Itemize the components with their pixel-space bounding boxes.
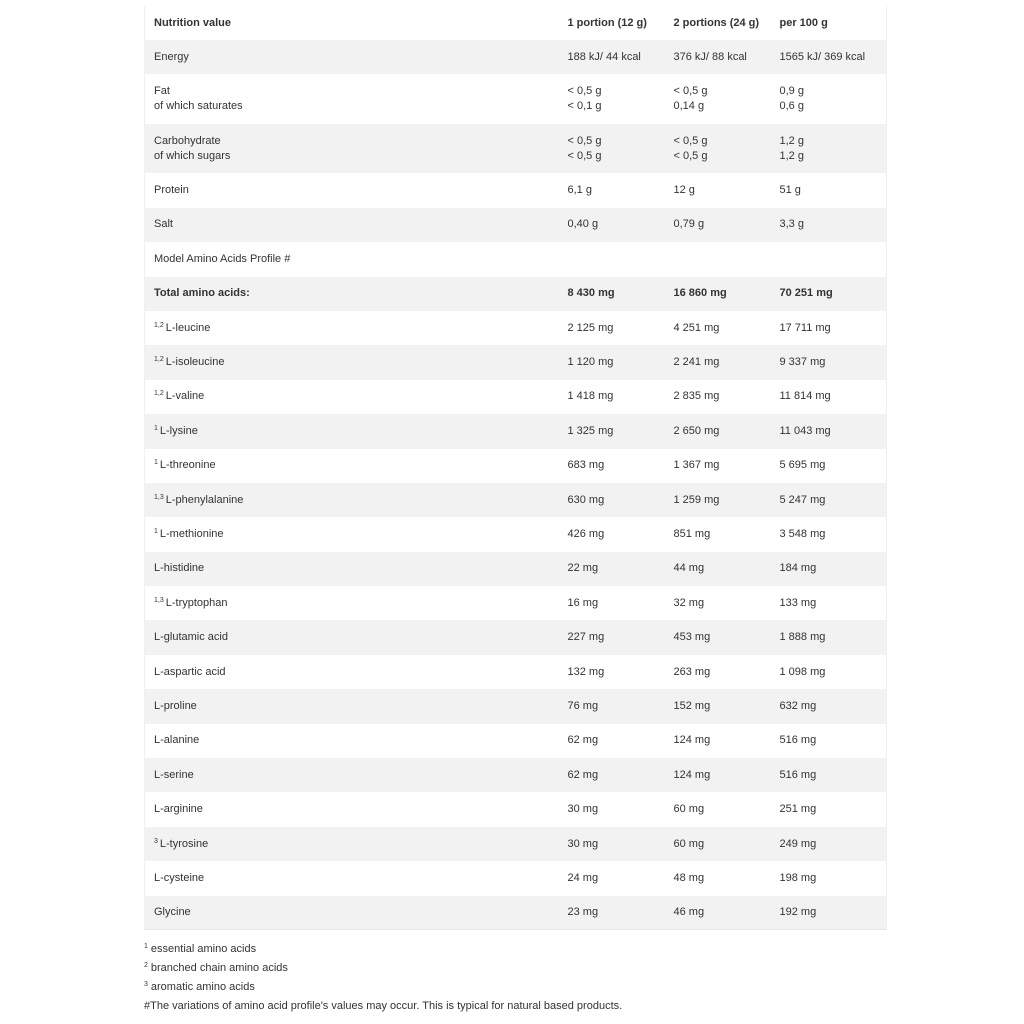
- two-portions-value: 124 mg: [673, 768, 711, 781]
- one-portion-value: 76 mg: [567, 699, 599, 712]
- two-portions-value: < 0,5 g: [673, 134, 708, 147]
- one-portion-value-secondary: < 0,5 g: [567, 149, 602, 162]
- nutrient-name: L-cysteine: [154, 871, 205, 884]
- header-one-portion: 1 portion (12 g): [567, 16, 647, 29]
- per-100g-value-cell: [771, 242, 887, 276]
- footnotes: [144, 940, 886, 1016]
- nutrient-name-cell: [145, 483, 559, 517]
- per-100g-value-cell: [771, 689, 887, 723]
- one-portion-value-cell: [559, 124, 665, 174]
- footnote-line: [144, 940, 886, 959]
- table-header-row: [145, 6, 887, 40]
- header-per-100g: per 100 g: [779, 16, 828, 29]
- table-row: [145, 208, 887, 242]
- table-row: [145, 40, 887, 74]
- two-portions-value: 46 mg: [673, 906, 705, 919]
- nutrient-name: L-alanine: [154, 734, 200, 747]
- nutrient-name-cell: [145, 449, 559, 483]
- table-row: [145, 689, 887, 723]
- per-100g-value: 17 711 mg: [779, 321, 831, 334]
- nutrient-name-cell: [145, 517, 559, 551]
- one-portion-value: 683 mg: [567, 459, 605, 472]
- footnote-marker: 1,2: [154, 356, 164, 364]
- per-100g-value-cell: [771, 758, 887, 792]
- nutrient-name: Fat: [154, 85, 170, 98]
- per-100g-value-cell: [771, 277, 887, 311]
- per-100g-value: 249 mg: [779, 837, 817, 850]
- two-portions-value-cell: [665, 449, 771, 483]
- two-portions-value-cell: [665, 689, 771, 723]
- one-portion-value-cell: [559, 620, 665, 654]
- one-portion-value: 630 mg: [567, 493, 605, 506]
- nutrient-name: Total amino acids:: [154, 287, 250, 300]
- one-portion-value-cell: [559, 724, 665, 758]
- one-portion-value-cell: [559, 74, 665, 124]
- nutrient-name: L-lysine: [159, 424, 198, 437]
- two-portions-value-cell: [665, 896, 771, 930]
- per-100g-value-cell: [771, 896, 887, 930]
- footnote-line: [144, 978, 886, 997]
- one-portion-value-cell: [559, 173, 665, 207]
- two-portions-value: 2 650 mg: [673, 424, 720, 437]
- two-portions-value: 0,79 g: [673, 218, 705, 231]
- two-portions-value: 376 kJ/ 88 kcal: [673, 50, 747, 63]
- one-portion-value: 30 mg: [567, 803, 599, 816]
- table-row: [145, 449, 887, 483]
- per-100g-value: 70 251 mg: [779, 287, 833, 300]
- two-portions-value-cell: [665, 208, 771, 242]
- per-100g-value-cell: [771, 861, 887, 895]
- footnote-line: [144, 959, 886, 978]
- nutrient-name-cell: [145, 40, 559, 74]
- per-100g-value-cell: [771, 517, 887, 551]
- two-portions-value-cell: [665, 311, 771, 345]
- table-row: [145, 586, 887, 620]
- one-portion-value: 16 mg: [567, 596, 599, 609]
- nutrient-name: Salt: [154, 218, 173, 231]
- per-100g-value: 0,9 g: [779, 85, 804, 98]
- two-portions-value-cell: [665, 40, 771, 74]
- per-100g-value-cell: [771, 124, 887, 174]
- one-portion-value-cell: [559, 586, 665, 620]
- nutrient-name-cell: [145, 380, 559, 414]
- header-nutrition-value: Nutrition value: [154, 16, 232, 29]
- per-100g-value-cell: [771, 208, 887, 242]
- nutrition-table-wrapper: [144, 6, 886, 930]
- nutrient-name: L-tyrosine: [159, 837, 209, 850]
- footnote-marker: 1,3: [154, 596, 164, 604]
- one-portion-value-cell: [559, 655, 665, 689]
- nutrient-name-cell: [145, 208, 559, 242]
- one-portion-value: 188 kJ/ 44 kcal: [567, 50, 641, 63]
- nutrient-name-cell: [145, 345, 559, 379]
- nutrient-name-cell: [145, 758, 559, 792]
- one-portion-value-cell: [559, 242, 665, 276]
- one-portion-value-cell: [559, 517, 665, 551]
- per-100g-value-cell: [771, 586, 887, 620]
- per-100g-value-cell: [771, 345, 887, 379]
- one-portion-value: 24 mg: [567, 871, 599, 884]
- two-portions-value: 152 mg: [673, 699, 711, 712]
- nutrient-name-cell: [145, 724, 559, 758]
- two-portions-value: 32 mg: [673, 596, 705, 609]
- two-portions-value-cell: [665, 827, 771, 861]
- per-100g-value: 133 mg: [779, 596, 817, 609]
- two-portions-value-cell: [665, 483, 771, 517]
- table-row: [145, 655, 887, 689]
- footnote-marker: 1,2: [154, 321, 164, 329]
- per-100g-value: 198 mg: [779, 871, 817, 884]
- one-portion-value: 8 430 mg: [567, 287, 615, 300]
- nutrient-name: L-arginine: [154, 803, 203, 816]
- nutrient-name-cell: [145, 552, 559, 586]
- header-two-portions: 2 portions (24 g): [673, 16, 760, 29]
- footnote-text: essential amino acids: [150, 943, 257, 955]
- one-portion-value: 132 mg: [567, 665, 605, 678]
- nutrient-name: L-leucine: [165, 321, 211, 334]
- nutrient-name: Model Amino Acids Profile #: [154, 252, 291, 265]
- one-portion-value: 0,40 g: [567, 218, 599, 231]
- table-row: [145, 74, 887, 124]
- two-portions-value: 2 835 mg: [673, 390, 720, 403]
- per-100g-value-cell: [771, 311, 887, 345]
- nutrient-name-cell: [145, 242, 559, 276]
- per-100g-value-cell: [771, 827, 887, 861]
- footnote-marker: 1,2: [154, 390, 164, 398]
- nutrient-name-cell: [145, 586, 559, 620]
- per-100g-value-cell: [771, 724, 887, 758]
- per-100g-value: 11 814 mg: [779, 390, 831, 403]
- per-100g-value: 1 098 mg: [779, 665, 826, 678]
- per-100g-value-cell: [771, 655, 887, 689]
- per-100g-value-cell: [771, 552, 887, 586]
- per-100g-value: 184 mg: [779, 562, 817, 575]
- one-portion-value: 1 418 mg: [567, 390, 614, 403]
- nutrient-name: L-histidine: [154, 562, 205, 575]
- per-100g-value: 3 548 mg: [779, 527, 826, 540]
- per-100g-value: 5 247 mg: [779, 493, 826, 506]
- two-portions-value-cell: [665, 242, 771, 276]
- per-100g-value: 516 mg: [779, 768, 817, 781]
- table-row: [145, 724, 887, 758]
- per-100g-value: 1565 kJ/ 369 kcal: [779, 50, 866, 63]
- nutrient-name-cell: [145, 620, 559, 654]
- per-100g-value-cell: [771, 173, 887, 207]
- nutrient-name: Energy: [154, 50, 189, 63]
- one-portion-value: 22 mg: [567, 562, 599, 575]
- per-100g-value: 51 g: [779, 184, 801, 197]
- nutrient-name-cell: [145, 896, 559, 930]
- one-portion-value-cell: [559, 689, 665, 723]
- per-100g-value: 1,2 g: [779, 134, 804, 147]
- two-portions-value: 2 241 mg: [673, 356, 720, 369]
- two-portions-value: 124 mg: [673, 734, 711, 747]
- two-portions-value: 851 mg: [673, 527, 711, 540]
- footnote-text: #The variations of amino acid profile's values may occur. This is typical for natural based products.: [144, 1000, 623, 1012]
- nutrient-name: L-aspartic acid: [154, 665, 226, 678]
- one-portion-value-cell: [559, 552, 665, 586]
- footnote-marker: 3: [144, 981, 148, 988]
- one-portion-value: < 0,5 g: [567, 85, 602, 98]
- two-portions-value: 4 251 mg: [673, 321, 720, 334]
- two-portions-value-cell: [665, 724, 771, 758]
- table-row: [145, 277, 887, 311]
- nutrient-name-cell: [145, 655, 559, 689]
- per-100g-value: 192 mg: [779, 906, 817, 919]
- per-100g-value: 11 043 mg: [779, 424, 831, 437]
- two-portions-value-cell: [665, 792, 771, 826]
- one-portion-value-cell: [559, 827, 665, 861]
- per-100g-value: 632 mg: [779, 699, 817, 712]
- one-portion-value: < 0,5 g: [567, 134, 602, 147]
- one-portion-value-secondary: < 0,1 g: [567, 100, 602, 113]
- two-portions-value-cell: [665, 74, 771, 124]
- two-portions-value: 16 860 mg: [673, 287, 727, 300]
- two-portions-value: 48 mg: [673, 871, 705, 884]
- one-portion-value: 6,1 g: [567, 184, 592, 197]
- nutrient-name: Carbohydrate: [154, 134, 221, 147]
- nutrient-name: L-methionine: [159, 527, 224, 540]
- per-100g-value: 9 337 mg: [779, 356, 826, 369]
- footnote-line: [144, 997, 886, 1016]
- nutrient-name-cell: [145, 861, 559, 895]
- one-portion-value-cell: [559, 345, 665, 379]
- nutrient-name-cell: [145, 74, 559, 124]
- per-100g-value-secondary: 0,6 g: [779, 100, 804, 113]
- two-portions-value: 263 mg: [673, 665, 711, 678]
- one-portion-value-cell: [559, 792, 665, 826]
- nutrient-name-cell: [145, 173, 559, 207]
- footnote-marker: 1: [144, 943, 148, 950]
- footnote-marker: 2: [144, 962, 148, 969]
- one-portion-value: 227 mg: [567, 631, 605, 644]
- table-row: [145, 517, 887, 551]
- nutrient-name: Protein: [154, 184, 189, 197]
- table-row: [145, 124, 887, 174]
- nutrient-name-cell: [145, 414, 559, 448]
- table-row: [145, 792, 887, 826]
- nutrient-name-cell: [145, 827, 559, 861]
- two-portions-value-cell: [665, 620, 771, 654]
- per-100g-value: 5 695 mg: [779, 459, 826, 472]
- two-portions-value-cell: [665, 124, 771, 174]
- two-portions-value: 1 367 mg: [673, 459, 720, 472]
- nutrient-name-cell: [145, 689, 559, 723]
- two-portions-value-cell: [665, 380, 771, 414]
- table-row: [145, 827, 887, 861]
- one-portion-value: 1 325 mg: [567, 424, 614, 437]
- table-row: [145, 311, 887, 345]
- footnote-marker: 3: [154, 837, 158, 845]
- one-portion-value: 426 mg: [567, 527, 605, 540]
- nutrient-name: L-serine: [154, 768, 194, 781]
- nutrient-name-cell: [145, 124, 559, 174]
- one-portion-value-cell: [559, 208, 665, 242]
- per-100g-value-cell: [771, 483, 887, 517]
- table-row: [145, 345, 887, 379]
- one-portion-value-cell: [559, 277, 665, 311]
- per-100g-value: 251 mg: [779, 803, 817, 816]
- footnote-marker: 1,3: [154, 493, 164, 501]
- one-portion-value-cell: [559, 483, 665, 517]
- two-portions-value-cell: [665, 414, 771, 448]
- two-portions-value-cell: [665, 552, 771, 586]
- nutrient-name-cell: [145, 792, 559, 826]
- footnote-marker: 1: [154, 459, 158, 467]
- nutrient-name: L-glutamic acid: [154, 631, 228, 644]
- nutrient-name: L-isoleucine: [165, 356, 225, 369]
- nutrient-name: L-threonine: [159, 459, 216, 472]
- two-portions-value-cell: [665, 345, 771, 379]
- two-portions-value: 453 mg: [673, 631, 711, 644]
- two-portions-value-cell: [665, 517, 771, 551]
- one-portion-value-cell: [559, 861, 665, 895]
- one-portion-value-cell: [559, 40, 665, 74]
- two-portions-value-secondary: 0,14 g: [673, 100, 705, 113]
- table-row: [145, 414, 887, 448]
- per-100g-value-cell: [771, 620, 887, 654]
- per-100g-value-cell: [771, 40, 887, 74]
- nutrient-name: L-phenylalanine: [165, 493, 244, 506]
- two-portions-value-secondary: < 0,5 g: [673, 149, 708, 162]
- footnote-text: branched chain amino acids: [150, 962, 288, 974]
- one-portion-value-cell: [559, 414, 665, 448]
- one-portion-value: 62 mg: [567, 768, 599, 781]
- one-portion-value-cell: [559, 449, 665, 483]
- footnote-marker: 1: [154, 424, 158, 432]
- one-portion-value-cell: [559, 758, 665, 792]
- two-portions-value-cell: [665, 758, 771, 792]
- per-100g-value: 1 888 mg: [779, 631, 826, 644]
- per-100g-value-secondary: 1,2 g: [779, 149, 804, 162]
- two-portions-value: 60 mg: [673, 803, 705, 816]
- two-portions-value-cell: [665, 586, 771, 620]
- table-row: [145, 242, 887, 276]
- nutrition-table: [144, 6, 887, 930]
- two-portions-value-cell: [665, 173, 771, 207]
- footnote-text: aromatic amino acids: [150, 981, 255, 993]
- table-row: [145, 861, 887, 895]
- two-portions-value: 44 mg: [673, 562, 705, 575]
- one-portion-value-cell: [559, 896, 665, 930]
- table-row: [145, 552, 887, 586]
- one-portion-value: 1 120 mg: [567, 356, 614, 369]
- per-100g-value-cell: [771, 449, 887, 483]
- per-100g-value-cell: [771, 380, 887, 414]
- per-100g-value-cell: [771, 74, 887, 124]
- footnote-marker: 1: [154, 527, 158, 535]
- two-portions-value: 60 mg: [673, 837, 705, 850]
- nutrient-name: L-tryptophan: [165, 596, 228, 609]
- table-row: [145, 896, 887, 930]
- nutrient-name-cell: [145, 311, 559, 345]
- table-row: [145, 620, 887, 654]
- per-100g-value: 516 mg: [779, 734, 817, 747]
- two-portions-value: 12 g: [673, 184, 695, 197]
- two-portions-value: < 0,5 g: [673, 85, 708, 98]
- two-portions-value-cell: [665, 655, 771, 689]
- one-portion-value-cell: [559, 311, 665, 345]
- one-portion-value: 2 125 mg: [567, 321, 614, 334]
- one-portion-value: 62 mg: [567, 734, 599, 747]
- per-100g-value: 3,3 g: [779, 218, 804, 231]
- nutrient-subname: of which saturates: [154, 100, 243, 113]
- one-portion-value-cell: [559, 380, 665, 414]
- table-row: [145, 173, 887, 207]
- table-row: [145, 483, 887, 517]
- per-100g-value-cell: [771, 792, 887, 826]
- table-row: [145, 758, 887, 792]
- one-portion-value: 30 mg: [567, 837, 599, 850]
- nutrient-subname: of which sugars: [154, 149, 231, 162]
- nutrient-name-cell: [145, 277, 559, 311]
- two-portions-value: 1 259 mg: [673, 493, 720, 506]
- nutrient-name: L-valine: [165, 390, 205, 403]
- per-100g-value-cell: [771, 414, 887, 448]
- two-portions-value-cell: [665, 861, 771, 895]
- two-portions-value-cell: [665, 277, 771, 311]
- nutrient-name: Glycine: [154, 906, 191, 919]
- table-row: [145, 380, 887, 414]
- one-portion-value: 23 mg: [567, 906, 599, 919]
- nutrient-name: L-proline: [154, 699, 197, 712]
